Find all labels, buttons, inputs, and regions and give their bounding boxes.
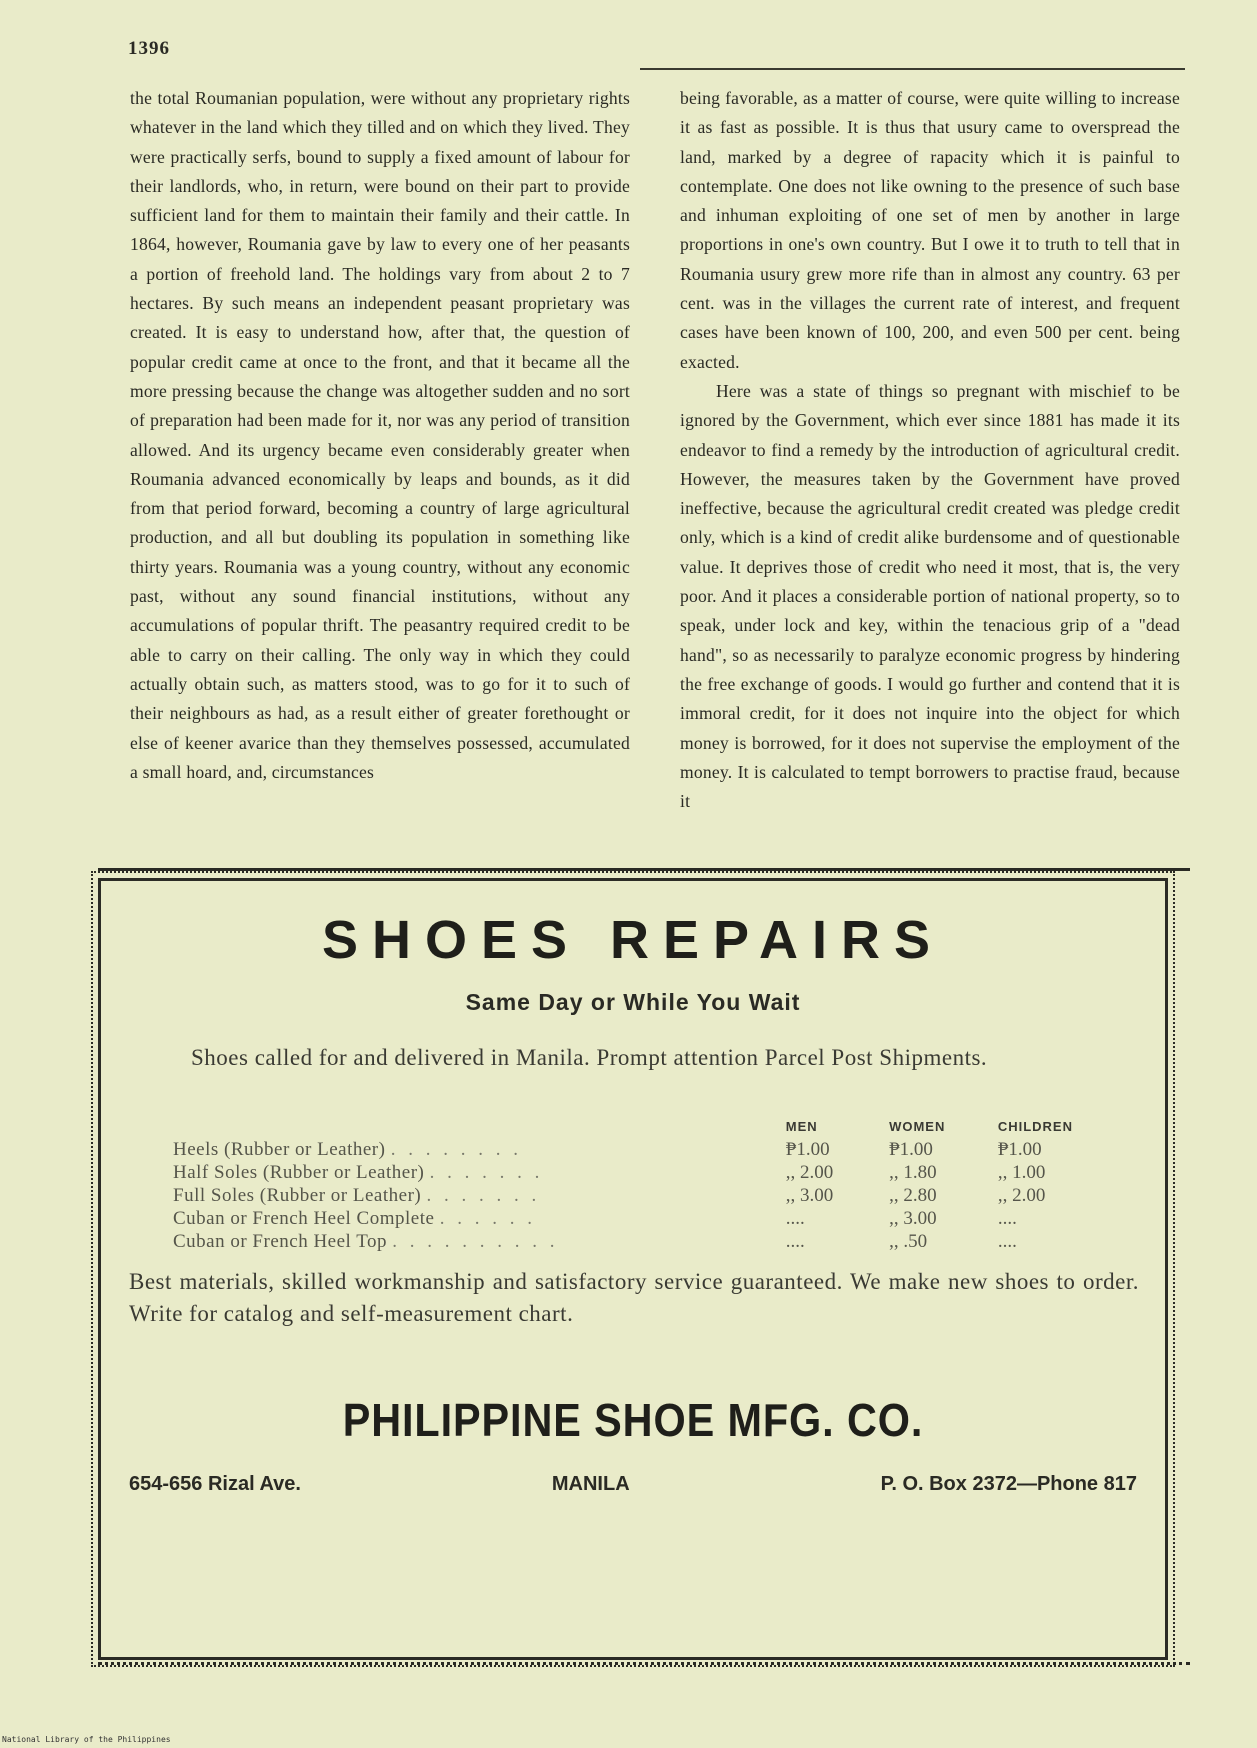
service-name: Cuban or French Heel Top bbox=[173, 1230, 387, 1252]
table-row bbox=[173, 1207, 1073, 1230]
table-row bbox=[173, 1138, 1073, 1161]
service-cell bbox=[173, 1184, 786, 1207]
table-row bbox=[173, 1161, 1073, 1184]
ad-contact-line bbox=[129, 1473, 1137, 1496]
advertisement-top-rule bbox=[98, 868, 1190, 871]
page-number: 1396 bbox=[128, 38, 170, 59]
company-name: PHILIPPINE SHOE MFG. CO. bbox=[342, 1394, 924, 1446]
service-name: Heels (Rubber or Leather) bbox=[173, 1138, 386, 1160]
children-price: ,, 1.00 bbox=[997, 1161, 1046, 1183]
service-cell bbox=[173, 1230, 786, 1253]
service-cell bbox=[173, 1138, 786, 1161]
header-rule bbox=[640, 68, 1185, 70]
article-columns bbox=[130, 84, 1180, 864]
women-price: ,, .50 bbox=[889, 1230, 928, 1252]
leader-dots: . . . . . . . bbox=[429, 1161, 544, 1183]
table-row bbox=[173, 1230, 1073, 1253]
men-column-header: MEN bbox=[785, 1119, 818, 1134]
advertisement-bottom-rule bbox=[98, 1662, 1190, 1665]
leader-dots: . . . . . . bbox=[439, 1207, 536, 1229]
article-right-column bbox=[680, 84, 1180, 864]
article-paragraph: Here was a state of things so pregnant with mischief to be ignored by the Government, which ever since 1881 has made it its endeavor to find a remedy by the introduction of agricultural credit. However, the measures taken by the Government have proved ineffective, because the agricultural credit created was pledge credit only, which is a kind of credit alike burdensome and of questionable value. It deprives those of credit who need it most, that is, the very poor. And it places a considerable portion of national property, so to speak, under lock and key, within the tenacious grip of a "dead hand", so as necessarily to paralyze economic progress by hindering the free exchange of goods. I would go further and contend that it is immoral credit, for it does not inquire into the object for which money is borrowed, for it does not supervise the employment of the money. It is calculated to tempt borrowers to practise fraud, because it bbox=[680, 380, 1180, 812]
women-price: ,, 3.00 bbox=[889, 1207, 937, 1229]
men-price: .... bbox=[785, 1207, 805, 1229]
city: MANILA bbox=[551, 1473, 630, 1495]
children-price: ₱1.00 bbox=[997, 1138, 1042, 1160]
shoe-repair-advertisement bbox=[98, 878, 1168, 1660]
po-box-phone: P. O. Box 2372—Phone 817 bbox=[880, 1473, 1137, 1495]
children-price: ,, 2.00 bbox=[997, 1184, 1046, 1206]
ad-subtitle: Same Day or While You Wait bbox=[465, 989, 801, 1015]
women-column-header: WOMEN bbox=[889, 1119, 946, 1134]
service-name: Full Soles (Rubber or Leather) bbox=[173, 1184, 422, 1206]
service-name: Half Soles (Rubber or Leather) bbox=[173, 1161, 425, 1183]
children-column-header: CHILDREN bbox=[997, 1119, 1073, 1134]
article-paragraph: being favorable, as a matter of course, were quite willing to increase it as fast as possible. It is thus that usury came to overspread the land, marked by a degree of rapacity which it is painful to contemplate. One does not like owning to the presence of such base and inhuman exploiting of one set of men by another in large proportions in one's own country. But I owe it to truth to tell that in Roumania usury grew more rife than in almost any country. 63 per cent. was in the villages the current rate of interest, and frequent cases have been known of 100, 200, and even 500 per cent. being exacted. bbox=[680, 88, 1180, 372]
women-price: ,, 1.80 bbox=[889, 1161, 937, 1183]
children-price: .... bbox=[997, 1207, 1017, 1229]
men-price: ,, 3.00 bbox=[785, 1184, 834, 1206]
men-price: ,, 2.00 bbox=[785, 1161, 834, 1183]
ad-title: SHOES REPAIRS bbox=[321, 910, 945, 970]
children-price: .... bbox=[997, 1230, 1017, 1252]
table-row bbox=[173, 1184, 1073, 1207]
men-price: ₱1.00 bbox=[785, 1138, 830, 1160]
leader-dots: . . . . . . . . bbox=[390, 1138, 522, 1160]
service-cell bbox=[173, 1207, 786, 1230]
women-price: ,, 2.80 bbox=[889, 1184, 937, 1206]
price-table-header bbox=[173, 1119, 1073, 1138]
leader-dots: . . . . . . . . . . bbox=[392, 1230, 559, 1252]
men-price: .... bbox=[785, 1230, 805, 1252]
street-address: 654-656 Rizal Ave. bbox=[129, 1473, 301, 1495]
service-cell bbox=[173, 1161, 786, 1184]
library-credit: National Library of the Philippines bbox=[2, 1735, 171, 1744]
women-price: ₱1.00 bbox=[889, 1138, 933, 1160]
leader-dots: . . . . . . . bbox=[426, 1184, 541, 1206]
ad-intro-text: Shoes called for and delivered in Manila. Prompt attention Parcel Post Shipments. bbox=[191, 1045, 988, 1070]
price-table bbox=[173, 1119, 1073, 1253]
service-name: Cuban or French Heel Complete bbox=[173, 1207, 435, 1229]
service-column-header bbox=[173, 1119, 786, 1138]
ad-guarantee-text: Best materials, skilled workmanship and satisfactory service guaranteed. We make new shoes to order. Write for catalog and self-measurement chart. bbox=[129, 1269, 1139, 1326]
article-left-column bbox=[130, 84, 630, 864]
article-paragraph: the total Roumanian population, were without any proprietary rights whatever in the land which they tilled and on which they lived. They were practically serfs, bound to supply a fixed amount of labour for their landlords, who, in return, were bound on their part to provide sufficient land for them to maintain their family and their cattle. In 1864, however, Roumania gave by law to every one of her peasants a portion of freehold land. The holdings vary from about 2 to 7 hectares. By such means an independent peasant proprietary was created. It is easy to understand how, after that, the question of popular credit came at once to the front, and that it became all the more pressing because the change was altogether sudden and no sort of preparation had been made for it, nor was any period of transition allowed. And its urgency became even considerably greater when Roumania advanced economically by leaps and bounds, as it did from that period forward, becoming a country of large agricultural production, and all but doubling its population in something like thirty years. Roumania was a young country, without any economic past, without any sound financial institutions, without any accumulations of popular thrift. The peasantry required credit to be able to carry on their calling. The only way in which they could actually obtain such, as matters stood, was to go for it to such of their neighbours as had, as a result either of greater forethought or else of keener avarice than they themselves possessed, accumulated a small hoard, and, circumstances bbox=[130, 88, 630, 782]
